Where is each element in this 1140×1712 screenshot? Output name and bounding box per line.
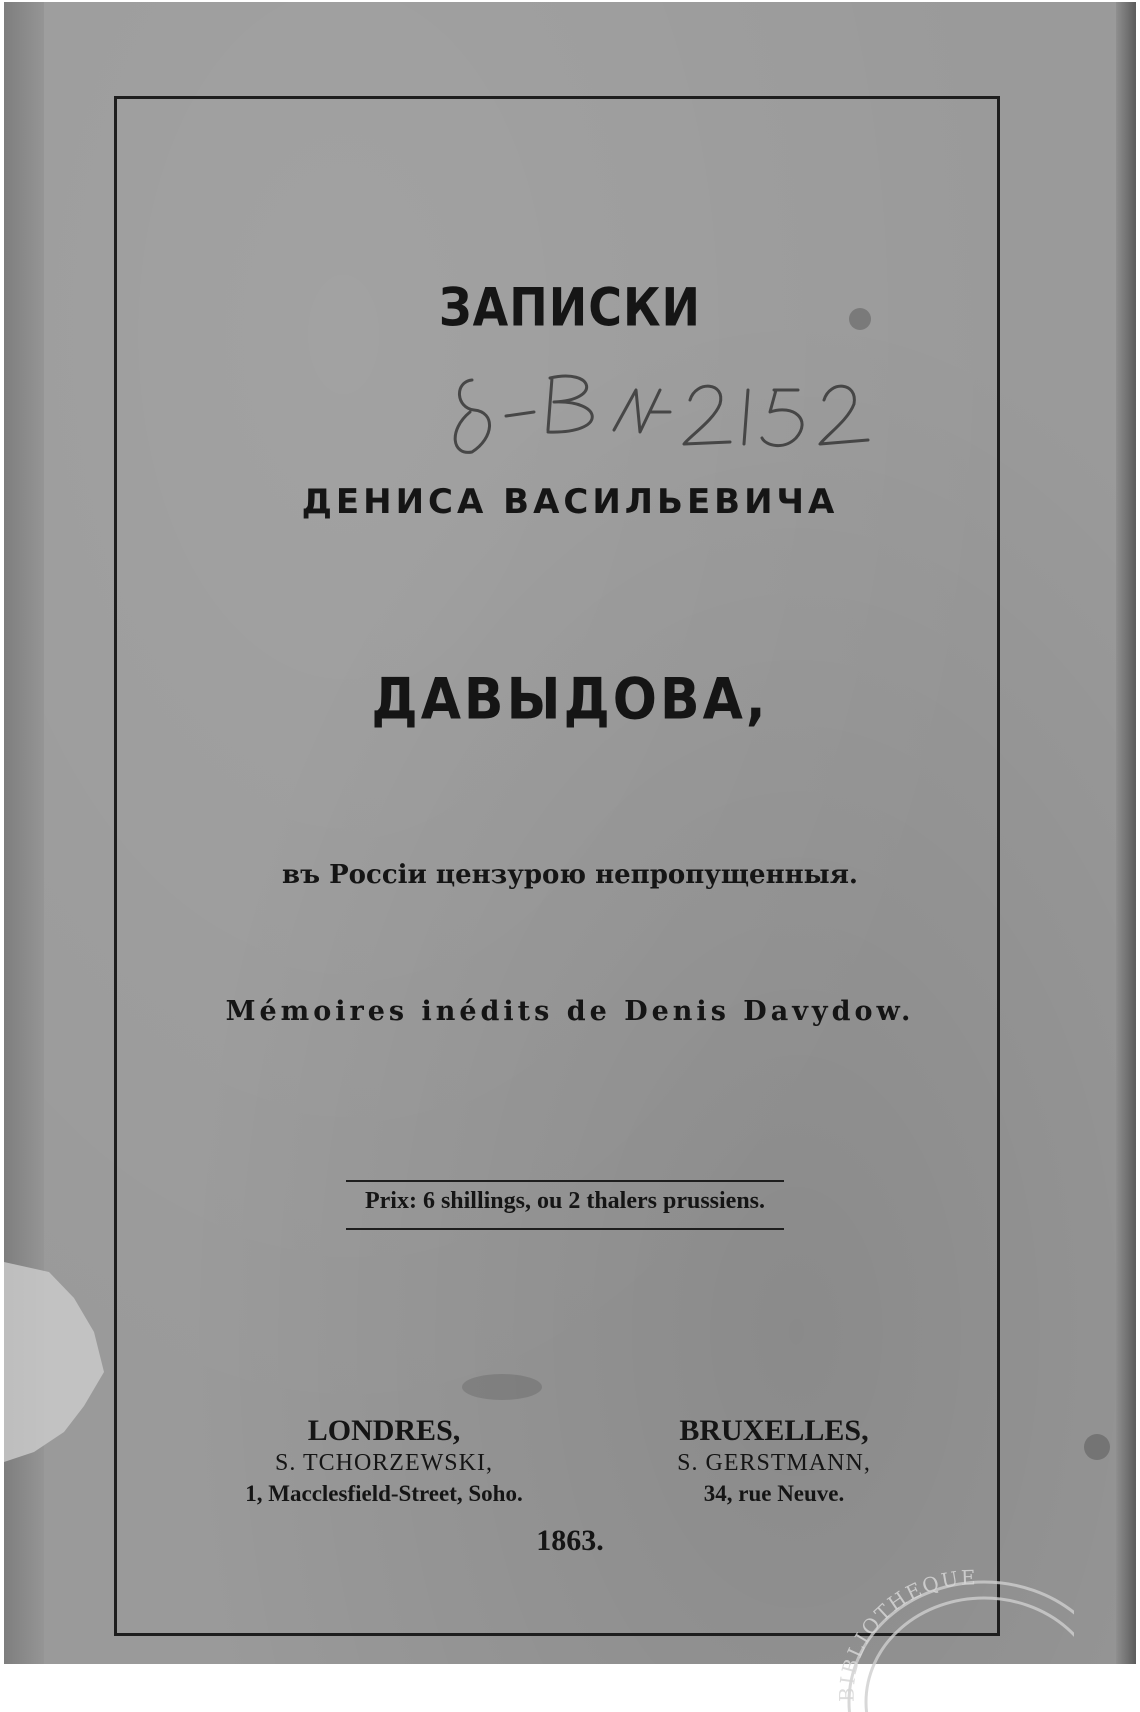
- imprint-right-address: 34, rue Neuve.: [703, 1481, 845, 1506]
- subtitle-russian: въ Россіи цензурою непропущенныя.: [282, 860, 858, 890]
- price-text: Prix: 6 shillings, ou 2 thalers prussiens.: [364, 1188, 766, 1214]
- title-line-1: ЗАПИСКИ: [438, 275, 702, 339]
- imprint-left-publisher: S. TCHORZEWSKI,: [275, 1450, 493, 1476]
- torn-paper-patch: [4, 1262, 104, 1462]
- title-line-2: ДЕНИСА ВАСИЛЬЕВИЧА: [301, 482, 839, 522]
- svg-text:BIBLIOTHEQUE: BIBLIOTHEQUE: [834, 1565, 978, 1703]
- imprint-left-address: 1, Macclesfield-Street, Soho.: [245, 1481, 523, 1506]
- library-stamp: [834, 1562, 1074, 1712]
- imprint-right-publisher: S. GERSTMANN,: [677, 1450, 871, 1476]
- title-line-3: ДАВЫДОВА,: [371, 667, 769, 733]
- handwritten-shelfmark: [444, 360, 924, 470]
- imprint-left: [164, 1414, 604, 1510]
- imprint-right-city: BRUXELLES,: [679, 1414, 869, 1447]
- page-edge-shadow: [1116, 2, 1136, 1664]
- ink-spot: [1084, 1434, 1110, 1460]
- imprint-right: [554, 1414, 994, 1510]
- title-page: [4, 2, 1136, 1703]
- subtitle-french: Mémoires inédits de Denis Davydow.: [225, 996, 915, 1027]
- imprint-left-city: LONDRES,: [307, 1414, 461, 1447]
- price-block: [346, 1180, 784, 1230]
- publication-year: 1863.: [536, 1524, 604, 1557]
